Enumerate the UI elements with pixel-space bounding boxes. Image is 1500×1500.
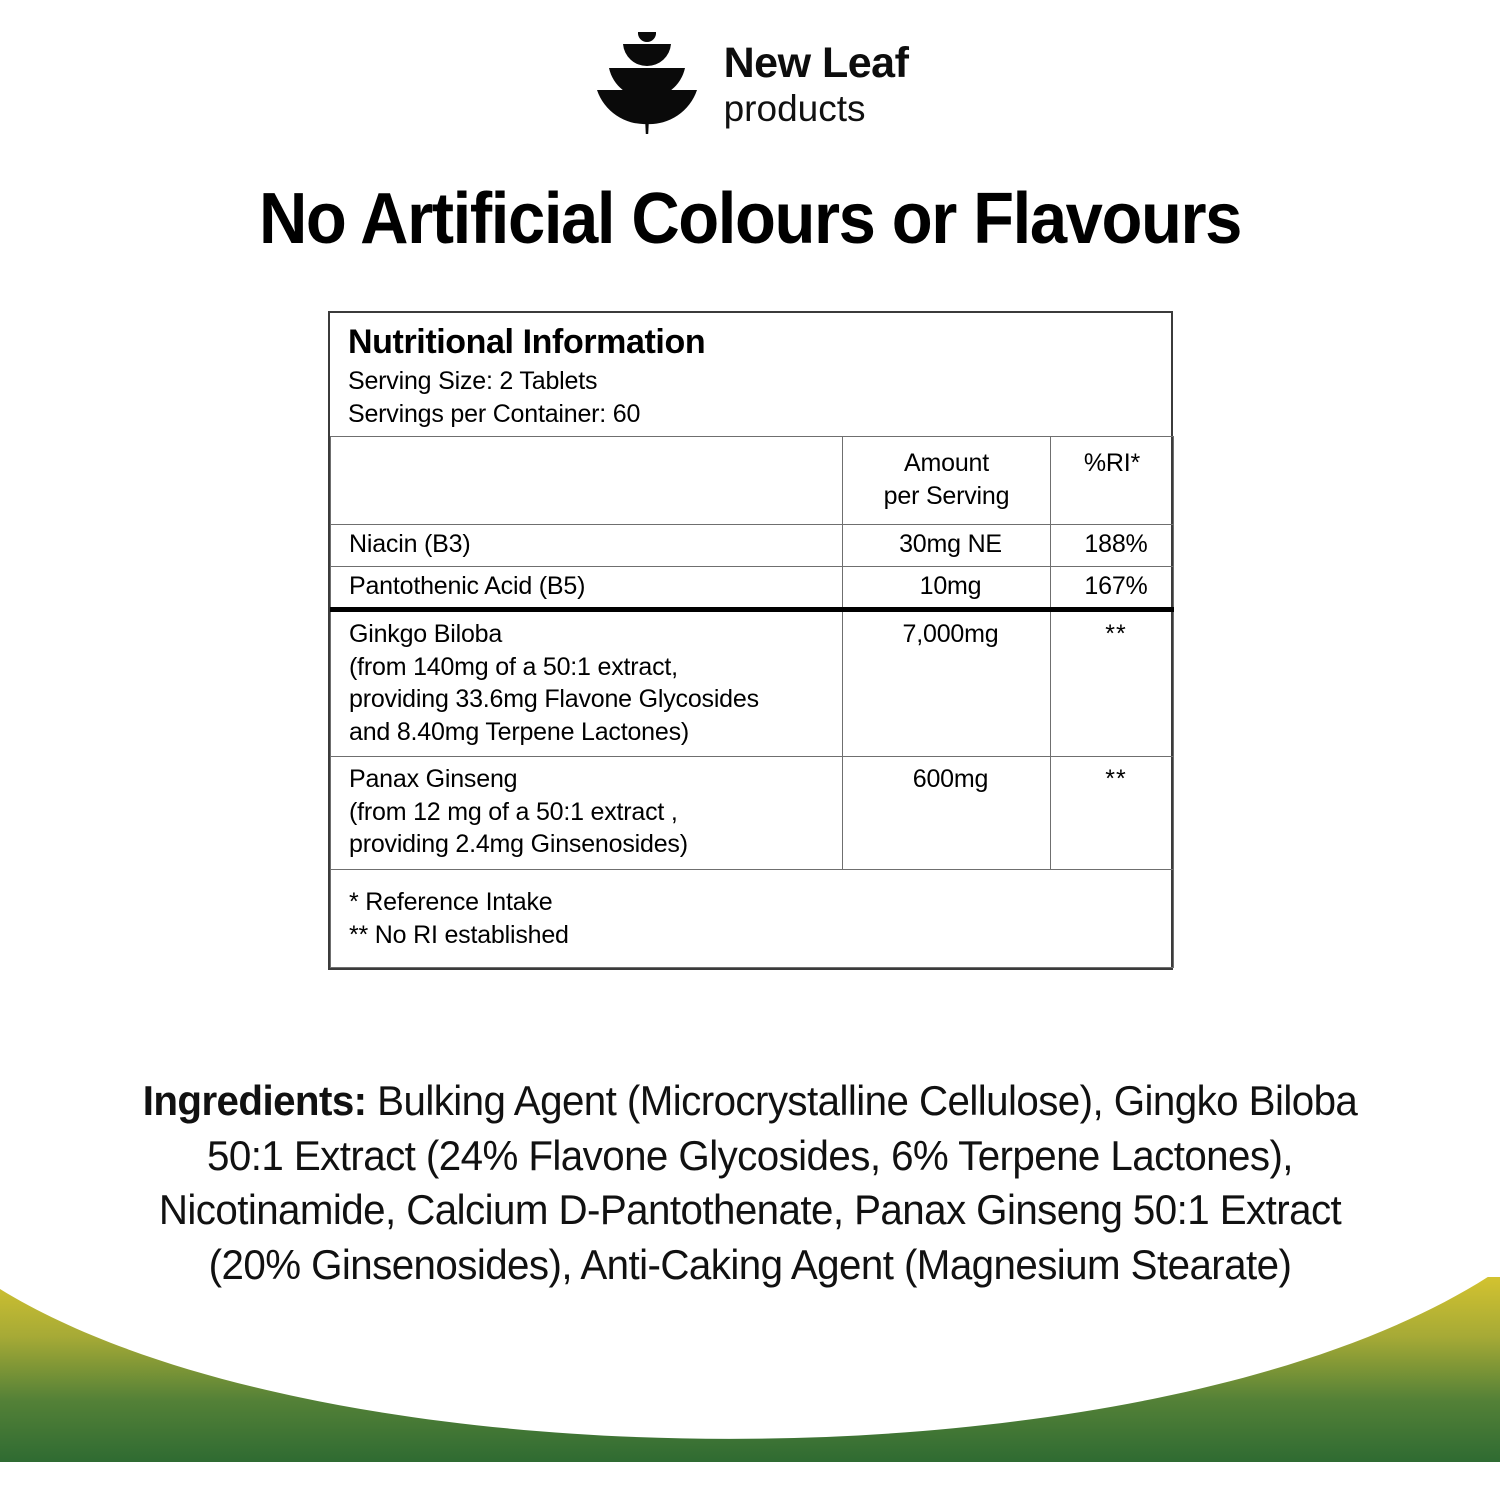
nutrient-amount: 600mg	[843, 757, 1051, 870]
table-row	[331, 610, 1174, 757]
nutrient-name-block	[331, 757, 843, 870]
footnote-reference-intake: * Reference Intake	[349, 887, 553, 916]
decorative-bottom-banner	[0, 1277, 1500, 1462]
nutrient-name: Ginkgo Biloba	[349, 620, 503, 649]
nutrient-name-block	[331, 610, 843, 757]
footnote-no-ri-established: ** No RI established	[349, 921, 569, 950]
nutrition-panel-title: Nutritional Information	[348, 323, 706, 361]
nutrient-detail-line2: providing 2.4mg Ginsenosides)	[349, 830, 688, 859]
footnote-block	[331, 869, 1174, 967]
column-header-nutrient	[331, 437, 843, 525]
nutrient-ri: 167%	[1051, 566, 1174, 610]
nutrient-ri: 188%	[1051, 525, 1174, 567]
brand-name-line1: New Leaf	[723, 38, 909, 87]
brand-logo	[0, 28, 1500, 136]
column-header-ri: %RI*	[1051, 437, 1174, 525]
brand-name-line2: products	[723, 87, 866, 129]
table-row	[331, 566, 1174, 610]
ingredients-label: Ingredients:	[142, 1077, 367, 1124]
nutrient-name: Pantothenic Acid (B5)	[331, 566, 843, 610]
nutrient-ri: **	[1051, 610, 1174, 757]
nutrient-name: Panax Ginseng	[349, 765, 518, 794]
nutrient-amount: 10mg	[843, 566, 1051, 610]
brand-wordmark	[724, 38, 909, 127]
serving-size-text: Serving Size: 2 Tablets	[348, 367, 598, 396]
table-row	[331, 525, 1174, 567]
nutrient-amount: 7,000mg	[843, 610, 1051, 757]
nutrient-detail-line1: (from 140mg of a 50:1 extract,	[349, 652, 678, 681]
ingredients-paragraph	[126, 1074, 1374, 1292]
nutrient-amount: 30mg NE	[843, 525, 1051, 567]
ingredients-text: Bulking Agent (Microcrystalline Cellulose), Gingko Biloba 50:1 Extract (24% Flavone Glycosides, 6% Terpene Lactones), Nicotinamide, Calcium D-Pantothenate, Panax Ginseng 50:1 Extract (20% Ginsenosides), Anti-Caking Agent (Magnesium Stearate)	[158, 1077, 1358, 1288]
column-header-amount-line1: Amount	[904, 449, 989, 478]
nutrient-detail-line2: providing 33.6mg Flavone Glycosides	[349, 685, 759, 714]
nutritional-information-panel	[328, 311, 1173, 970]
nutrition-panel-header	[330, 313, 1171, 436]
column-header-amount	[843, 437, 1051, 525]
servings-per-container-text: Servings per Container: 60	[348, 399, 641, 428]
banner-arc-shape	[0, 1277, 1500, 1462]
nutrient-name: Niacin (B3)	[331, 525, 843, 567]
nutrient-detail-line1: (from 12 mg of a 50:1 extract ,	[349, 797, 678, 826]
table-header-row	[331, 437, 1174, 525]
table-row	[331, 757, 1174, 870]
column-header-amount-line2: per Serving	[883, 481, 1010, 510]
footnote-row	[331, 869, 1174, 967]
nutrient-detail-line3: and 8.40mg Terpene Lactones)	[349, 717, 690, 746]
page-title: No Artificial Colours or Flavours	[258, 179, 1242, 259]
leaf-tree-logo-icon	[592, 28, 702, 136]
nutrient-ri: **	[1051, 757, 1174, 870]
nutrition-facts-table	[330, 436, 1174, 968]
